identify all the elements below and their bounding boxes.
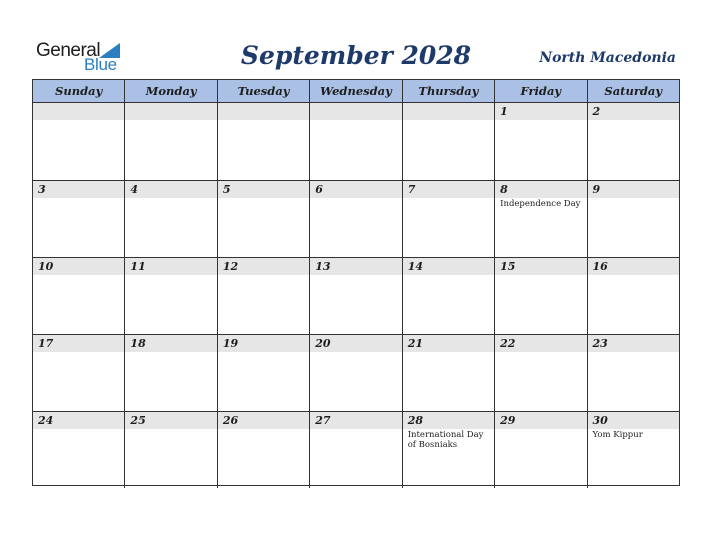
day-number: 11 xyxy=(130,260,146,273)
day-number: 9 xyxy=(592,183,601,196)
day-cell xyxy=(309,412,401,488)
day-cell xyxy=(33,412,124,488)
weekday-friday: Friday xyxy=(494,80,586,102)
day-number: 3 xyxy=(38,183,46,196)
weekday-wednesday: Wednesday xyxy=(309,80,401,102)
calendar-title: September 2028 xyxy=(240,41,472,70)
day-cell xyxy=(494,412,586,488)
day-cell xyxy=(587,181,679,257)
day-cell-band xyxy=(495,181,586,198)
day-cell xyxy=(402,103,494,180)
day-cell xyxy=(494,181,586,257)
weeks-container xyxy=(33,103,679,488)
holiday-label: Yom Kippur xyxy=(592,430,643,440)
day-cell-band xyxy=(310,103,401,120)
day-cell xyxy=(402,258,494,334)
country-name: North Macedonia xyxy=(539,50,676,66)
weekday-thursday: Thursday xyxy=(402,80,494,102)
day-cell xyxy=(309,335,401,411)
day-cell xyxy=(309,258,401,334)
day-number: 12 xyxy=(222,260,239,273)
day-number: 25 xyxy=(130,414,146,427)
day-number: 1 xyxy=(500,105,508,118)
week-row xyxy=(33,180,679,257)
day-cell-band xyxy=(218,103,309,120)
day-number: 6 xyxy=(315,183,323,196)
day-number: 26 xyxy=(222,414,239,427)
day-cell xyxy=(309,181,401,257)
holiday-label: Independence Day xyxy=(500,199,581,209)
day-number: 27 xyxy=(315,414,331,427)
day-cell-band xyxy=(588,181,679,198)
day-number: 24 xyxy=(38,414,54,427)
day-number: 23 xyxy=(592,337,608,350)
week-row xyxy=(33,257,679,334)
day-cell xyxy=(402,335,494,411)
day-cell xyxy=(124,258,216,334)
day-cell xyxy=(494,103,586,180)
week-row xyxy=(33,334,679,411)
day-cell xyxy=(217,335,309,411)
day-number: 30 xyxy=(592,414,608,427)
day-number: 10 xyxy=(38,260,54,273)
day-cell xyxy=(309,103,401,180)
day-cell xyxy=(124,412,216,488)
day-number: 21 xyxy=(407,337,423,350)
day-number: 15 xyxy=(500,260,516,273)
logo-word-general: General xyxy=(36,40,101,61)
day-cell-band xyxy=(218,181,309,198)
day-cell xyxy=(494,258,586,334)
day-cell xyxy=(402,181,494,257)
day-cell-band xyxy=(33,181,124,198)
day-cell-band xyxy=(403,181,494,198)
logo-word-blue: Blue xyxy=(84,55,117,74)
day-cell xyxy=(402,412,494,488)
day-cell-band xyxy=(310,181,401,198)
day-cell xyxy=(217,412,309,488)
day-number: 20 xyxy=(315,337,331,350)
weekday-header-row xyxy=(33,80,679,103)
weekday-saturday: Saturday xyxy=(587,80,679,102)
day-cell xyxy=(33,335,124,411)
day-cell-band xyxy=(125,103,216,120)
day-cell xyxy=(217,181,309,257)
day-cell xyxy=(587,103,679,180)
day-number: 4 xyxy=(130,183,139,196)
day-cell xyxy=(124,181,216,257)
day-cell-band xyxy=(495,103,586,120)
day-cell xyxy=(587,412,679,488)
day-cell-band xyxy=(403,103,494,120)
day-number: 7 xyxy=(407,183,416,196)
day-number: 5 xyxy=(222,183,231,196)
day-cell xyxy=(217,103,309,180)
weekday-tuesday: Tuesday xyxy=(217,80,309,102)
week-row xyxy=(33,103,679,180)
holiday-label: International Day of Bosniaks xyxy=(407,430,484,450)
day-cell xyxy=(33,103,124,180)
day-number: 19 xyxy=(222,337,239,350)
day-cell-band xyxy=(33,103,124,120)
day-cell xyxy=(494,335,586,411)
day-number: 29 xyxy=(500,414,516,427)
week-row xyxy=(33,411,679,488)
day-number: 18 xyxy=(130,337,146,350)
day-number: 22 xyxy=(500,337,516,350)
day-number: 28 xyxy=(407,414,423,427)
day-number: 16 xyxy=(592,260,608,273)
weekday-monday: Monday xyxy=(124,80,216,102)
day-cell xyxy=(33,258,124,334)
generalblue-logo xyxy=(36,40,126,74)
day-cell xyxy=(587,335,679,411)
day-number: 14 xyxy=(407,260,423,273)
day-cell xyxy=(33,181,124,257)
calendar-grid xyxy=(32,79,680,486)
weekday-sunday: Sunday xyxy=(55,84,103,98)
day-number: 13 xyxy=(315,260,331,273)
day-cell xyxy=(124,335,216,411)
day-cell xyxy=(217,258,309,334)
day-cell-band xyxy=(588,103,679,120)
day-number: 8 xyxy=(500,183,508,196)
day-number: 17 xyxy=(38,337,54,350)
day-cell xyxy=(587,258,679,334)
day-cell xyxy=(124,103,216,180)
day-cell-band xyxy=(125,181,216,198)
day-number: 2 xyxy=(592,105,601,118)
